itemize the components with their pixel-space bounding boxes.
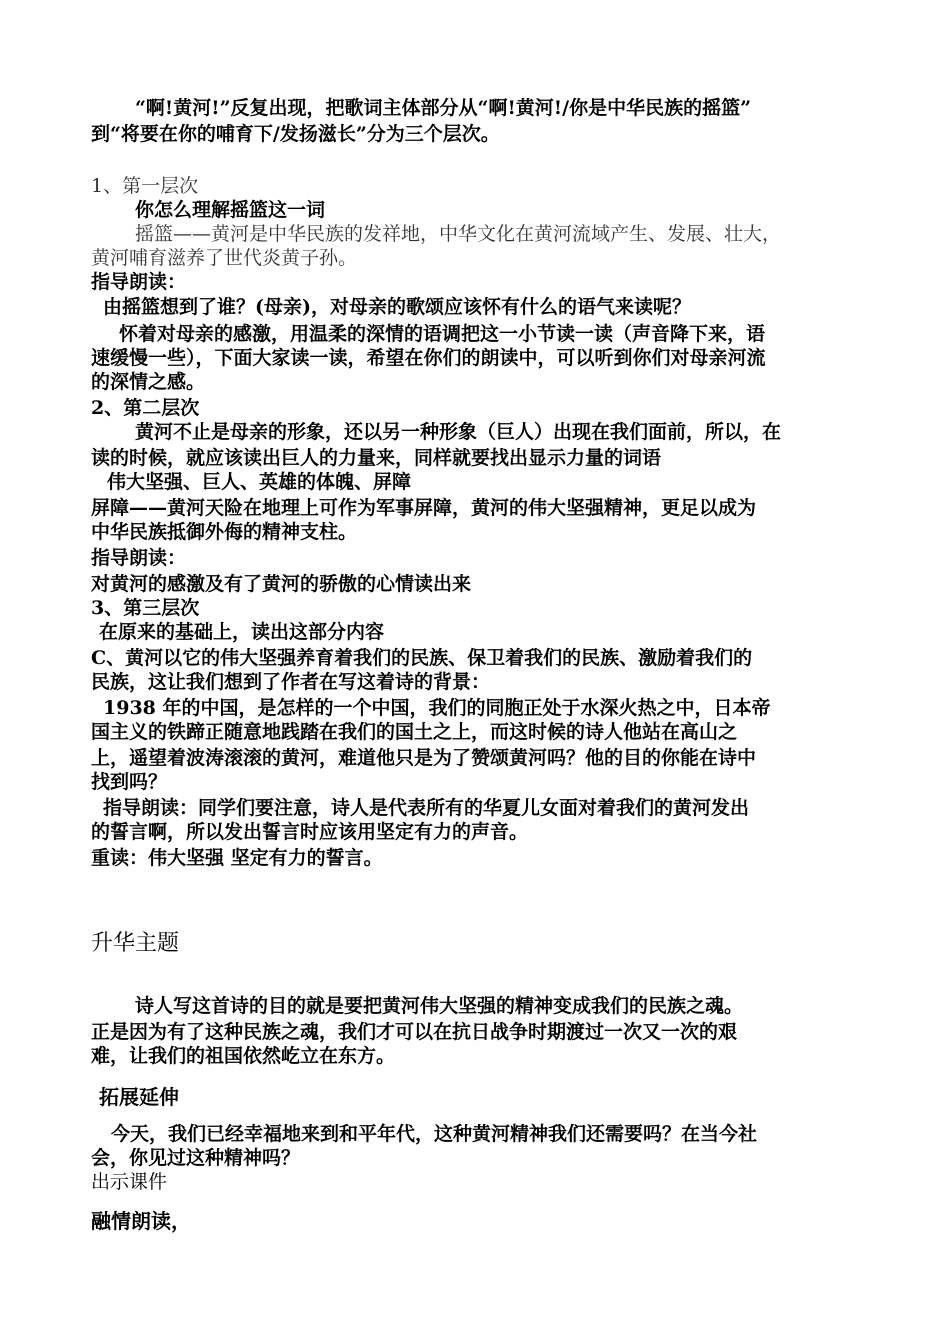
level1-guide-para-line-2: 速缓慢一些），下面大家读一读，希望在你们的朗读中，可以听到你们对母亲河流: [91, 347, 766, 369]
level1-answer-line-1: 摇篮——黄河是中华民族的发祥地，中华文化在黄河流域产生、发展、壮大，: [135, 223, 782, 245]
level1-guide-question: 由摇篮想到了谁？(母亲)，对母亲的歌颂应该怀有什么的语气来读呢？: [103, 296, 691, 318]
level2-barrier-line-2: 中华民族抵御外侮的精神支柱。: [91, 521, 358, 543]
level2-guide-label: 指导朗读：: [91, 547, 187, 569]
extend-line-1: 今天，我们已经幸福地来到和平年代，这种黄河精神我们还需要吗？在当今社: [111, 1123, 758, 1145]
level1-guide-para-line-3: 的深情之感。: [91, 371, 206, 393]
level3-background-line-2: 国主义的铁蹄正随意地践踏在我们的国土之上，而这时候的诗人他站在高山之: [91, 721, 738, 743]
level1-guide-label: 指导朗读：: [91, 271, 187, 293]
extend-heading: 拓展延伸: [99, 1085, 179, 1109]
level3-background-line-3: 上，遥望着波涛滚滚的黄河，难道他只是为了赞颂黄河吗？他的目的你能在诗中: [91, 747, 757, 769]
level3-guide-line-1: 指导朗读：同学们要注意，诗人是代表所有的华夏儿女面对着我们的黄河发出: [103, 797, 750, 819]
level3-heading: 3、第三层次: [91, 597, 200, 619]
sublimate-line-1: 诗人写这首诗的目的就是要把黄河伟大坚强的精神变成我们的民族之魂。: [135, 995, 744, 1017]
sublimate-line-2: 正是因为有了这种民族之魂，我们才可以在抗日战争时期渡过一次又一次的艰: [91, 1021, 738, 1043]
level2-heading: 2、第二层次: [91, 397, 200, 419]
sublimate-heading: 升华主题: [91, 931, 180, 956]
level2-power-words: 伟大坚强、巨人、英雄的体魄、屏障: [107, 471, 412, 493]
level2-para-line-2: 读的时候，就应该读出巨人的力量来，同样就要找出显示力量的词语: [91, 447, 662, 469]
level1-answer-line-2: 黄河哺育滋养了世代炎黄子孙。: [91, 247, 358, 269]
final-heading: 融情朗读，: [91, 1209, 191, 1233]
level3-c-line-2: 民族，这让我们想到了作者在写这着诗的背景：: [91, 671, 491, 693]
intro-line-1: “啊!黄河!”反复出现，把歌词主体部分从“啊!黄河!/你是中华民族的摇篮”: [135, 97, 752, 119]
extend-courseware: 出示课件: [91, 1171, 168, 1193]
level3-guide-line-2: 的誓言啊，所以发出誓言时应该用坚定有力的声音。: [91, 821, 529, 843]
extend-line-2: 会，你见过这种精神吗？: [91, 1147, 301, 1169]
level3-background-line-4: 找到吗？: [91, 771, 168, 793]
level2-barrier-line-1: 屏障——黄河天险在地理上可作为军事屏障，黄河的伟大坚强精神，更足以成为: [91, 497, 757, 519]
intro-line-2: 到“将要在你的哺育下/发扬滋长”分为三个层次。: [91, 123, 500, 145]
level3-reread: 重读：伟大坚强 坚定有力的誓言。: [91, 847, 383, 869]
level1-heading: 1、第一层次: [91, 175, 199, 197]
level1-question: 你怎么理解摇篮这一词: [135, 199, 326, 221]
level3-basis: 在原来的基础上，读出这部分内容: [99, 621, 385, 643]
level3-c-line-1: C、黄河以它的伟大坚强养育着我们的民族、保卫着我们的民族、激励着我们的: [91, 647, 753, 669]
level1-guide-para-line-1: 怀着对母亲的感激，用温柔的深情的语调把这一小节读一读（声音降下来，语: [119, 323, 766, 345]
level2-guide-text: 对黄河的感激及有了黄河的骄傲的心情读出来: [91, 573, 472, 595]
sublimate-line-3: 难，让我们的祖国依然屹立在东方。: [91, 1045, 396, 1067]
level3-background-line-1: 1938 年的中国，是怎样的一个中国，我们的同胞正处于水深火热之中，日本帝: [103, 697, 771, 719]
level2-para-line-1: 黄河不止是母亲的形象，还以另一种形象（巨人）出现在我们面前，所以，在: [135, 421, 782, 443]
